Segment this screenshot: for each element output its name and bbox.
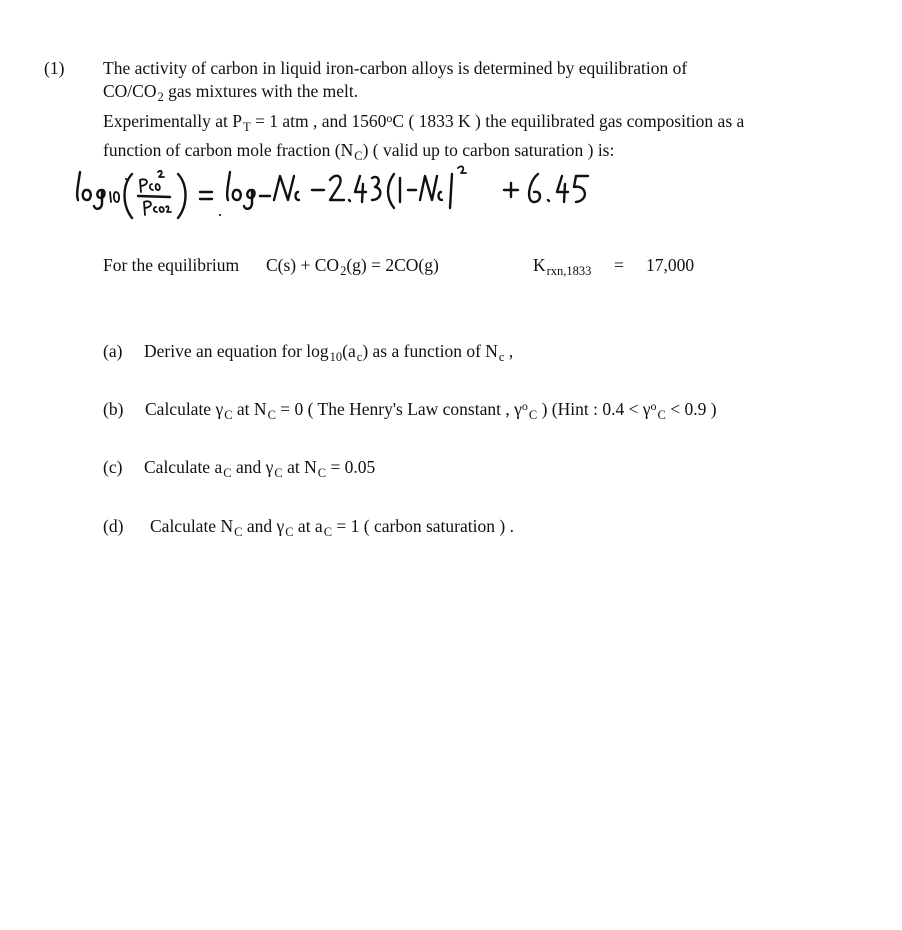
k-subscript: rxn,1833 xyxy=(546,264,592,278)
hw-2.43 xyxy=(330,176,380,202)
line3-text-a: Experimentally at P xyxy=(103,111,242,131)
degree-mark: o xyxy=(386,111,393,125)
part-b-s2: C xyxy=(267,408,276,422)
hw-base-10 xyxy=(110,192,119,202)
part-a-s1: 10 xyxy=(329,350,343,364)
part-a-label: (a) xyxy=(103,341,123,361)
part-c-t4: = 0.05 xyxy=(326,457,376,477)
hw-rhs-log xyxy=(227,172,270,209)
part-d-text xyxy=(150,516,514,539)
part-d-t1: Calculate N xyxy=(150,516,234,536)
line4-text-b: ) ( valid up to carbon saturation ) is: xyxy=(362,140,615,160)
part-a-t4: , xyxy=(504,341,514,361)
line4-text-a: function of carbon mole fraction (N xyxy=(103,140,354,160)
part-d-t2: and γ xyxy=(242,516,285,536)
part-b-t1: Calculate γ xyxy=(145,399,224,419)
part-d-s3: C xyxy=(323,525,333,539)
hw-paren-open xyxy=(388,174,394,208)
part-a-text xyxy=(144,341,514,364)
line4-subscript: C xyxy=(354,149,363,163)
hw-plus xyxy=(504,183,518,197)
part-b-text xyxy=(145,399,717,422)
hw-right-paren xyxy=(178,174,186,218)
problem-line-1: The activity of carbon in liquid iron-carbon alloys is determined by equilibration of xyxy=(103,58,688,78)
part-c-label: (c) xyxy=(103,457,123,477)
line2-text-end: gas mixtures with the melt. xyxy=(163,81,359,101)
hw-dot-2 xyxy=(219,214,221,216)
part-d-s1: C xyxy=(234,525,243,539)
hw-log xyxy=(77,172,104,209)
part-c-t1: Calculate a xyxy=(144,457,223,477)
part-a-t1: Derive an equation for log xyxy=(144,341,329,361)
hw-dot-1 xyxy=(125,178,127,180)
part-b-sup2: o xyxy=(650,399,657,413)
hw-nc-2 xyxy=(420,176,442,200)
part-b-label: (b) xyxy=(103,399,124,419)
part-b-sup1: o xyxy=(521,399,528,413)
handwritten-equation xyxy=(60,160,720,240)
part-c-text xyxy=(144,457,376,480)
part-c-s1: C xyxy=(223,466,232,480)
part-d-s2: C xyxy=(285,525,294,539)
line3-subscript: T xyxy=(243,120,251,134)
problem-number: (1) xyxy=(44,58,65,78)
k-constant xyxy=(533,255,592,278)
part-d-t4: = 1 ( carbon saturation ) . xyxy=(332,516,514,536)
k-value: 17,000 xyxy=(646,255,695,275)
part-b-t5: < 0.9 ) xyxy=(665,399,717,419)
line2-subscript: 2 xyxy=(157,90,164,104)
part-b-t4: ) (Hint : 0.4 < γ xyxy=(537,399,651,419)
line2-text: CO/CO xyxy=(103,81,157,101)
problem-line-2 xyxy=(103,81,359,104)
hw-nc-1 xyxy=(274,176,299,200)
part-a-t2: (a xyxy=(342,341,356,361)
part-a-t3: ) as a function of N xyxy=(362,341,498,361)
hw-equals xyxy=(200,192,212,199)
hw-fraction-bar xyxy=(138,196,170,197)
hw-6.45 xyxy=(529,174,588,202)
part-b-t3: = 0 ( The Henry's Law constant , γ xyxy=(275,399,522,419)
part-c-t2: and γ xyxy=(231,457,274,477)
part-c-s3: C xyxy=(317,466,327,480)
line3-text-b: = 1 atm , and 1560 xyxy=(250,111,387,131)
part-a-s2: c xyxy=(356,350,363,364)
line3-text-c: C ( 1833 K ) the equilibrated gas composition as a xyxy=(392,111,745,131)
hw-square xyxy=(458,166,466,173)
problem-line-3 xyxy=(103,111,745,134)
hw-close-bar xyxy=(450,174,452,208)
part-b-s4: C xyxy=(657,408,666,422)
part-a-s3: c xyxy=(498,350,505,364)
k-label: K xyxy=(533,255,546,275)
reaction-text-b: (g) = 2CO(g) xyxy=(346,255,439,275)
equilibrium-reaction xyxy=(266,255,439,278)
hw-denominator xyxy=(144,201,171,215)
part-b-s1: C xyxy=(224,408,233,422)
part-d-t3: at a xyxy=(293,516,323,536)
part-d-label: (d) xyxy=(103,516,124,536)
problem-line-4 xyxy=(103,140,615,163)
part-c-t3: at N xyxy=(282,457,317,477)
reaction-text-a: C(s) + CO xyxy=(266,255,340,275)
equilibrium-label: For the equilibrium xyxy=(103,255,240,275)
hw-left-paren xyxy=(125,174,133,218)
k-equals: = xyxy=(614,255,624,275)
part-b-t2: at N xyxy=(232,399,267,419)
reaction-subscript: 2 xyxy=(340,264,347,278)
part-c-s2: C xyxy=(274,466,283,480)
part-b-s3: C xyxy=(528,408,538,422)
hw-numerator xyxy=(140,171,164,192)
